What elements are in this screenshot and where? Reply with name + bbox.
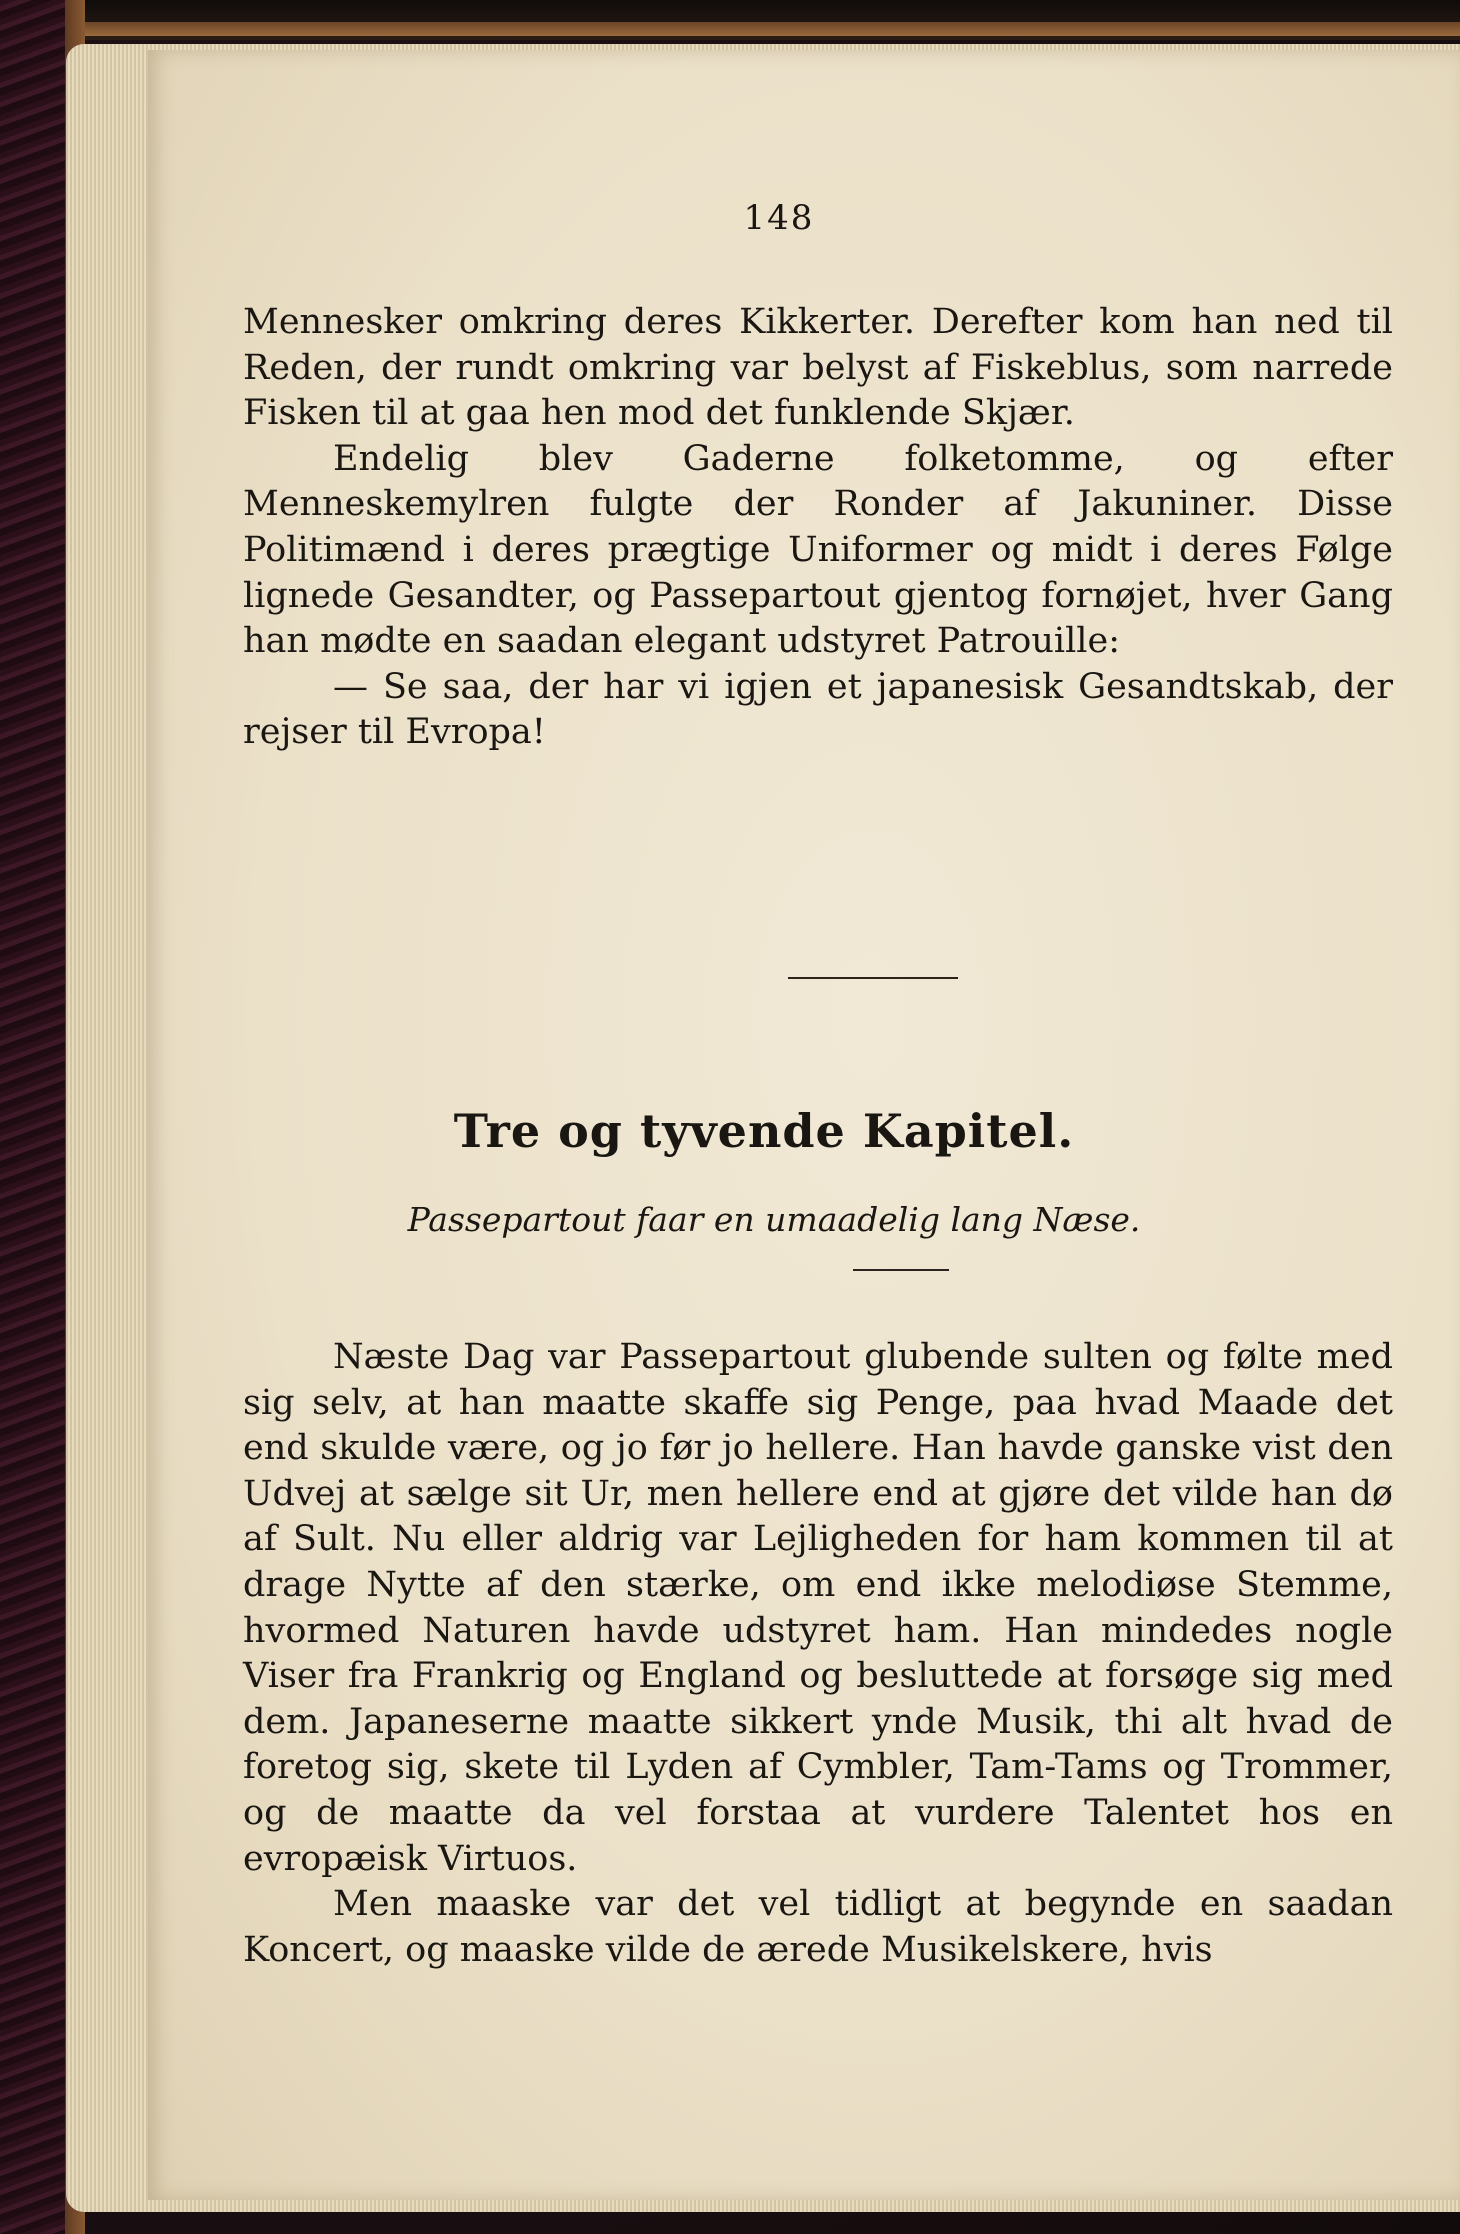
section-divider [788,977,958,979]
paragraph: Endelig blev Gaderne folketomme, og efter Menneskemylren fulgte der Ronder af Jakuniner. Disse Politimænd i deres prægtige Uniformer og midt i deres Følge lignede Gesandter, og Passepartout gjentog fornøjet, hver Gang han mødte en saadan elegant udstyret Patrouille: [243,438,1393,662]
chapter-title: Tre og tyvende Kapitel. [453,1104,1075,1158]
text-block-top [243,300,1393,756]
chapter-subtitle: Passepartout faar en umaadelig lang Næse. [407,1200,1141,1239]
paragraph: Men maaske var det vel tidligt at begynde en saadan Koncert, og maaske vilde de ærede Musikelskere, hvis [243,1884,1393,1970]
paragraph: Mennesker omkring deres Kikkerter. Derefter kom han ned til Reden, der rundt omkring var belyst af Fiskeblus, som narrede Fisken til at gaa hen mod det funklende Skjær. [243,302,1393,434]
paragraph: — Se saa, der har vi igjen et japanesisk Gesandtskab, der rejser til Evropa! [243,666,1393,753]
book-page [148,50,1460,2200]
chapter-divider [853,1269,949,1271]
book-cover-top-edge [0,0,1460,40]
paragraph: Næste Dag var Passepartout glubende sulten og følte med sig selv, at han maatte skaffe sig Penge, paa hvad Maade det end skulde være, og jo før jo hellere. Han havde ganske vist den Udvej at sælge sit Ur, men hellere end at gjøre det vilde han dø af Sult. Nu eller aldrig var Lejligheden for ham kommen til at drage Nytte af den stærke, om end ikke melodiøse Stemme, hvormed Naturen havde udstyret ham. Han mindedes nogle Viser fra Frankrig og England og besluttede at forsøge sig med dem. Japaneserne maatte sikkert ynde Musik, thi alt hvad de foretog sig, skete til Lyden af Cymbler, Tam-Tams og Trommer, og de maatte da vel forstaa at vurdere Talentet hos en evropæisk Virtuos. [243,1337,1393,1879]
page-number: 148 [743,198,815,238]
text-block-bottom [243,1335,1393,1973]
